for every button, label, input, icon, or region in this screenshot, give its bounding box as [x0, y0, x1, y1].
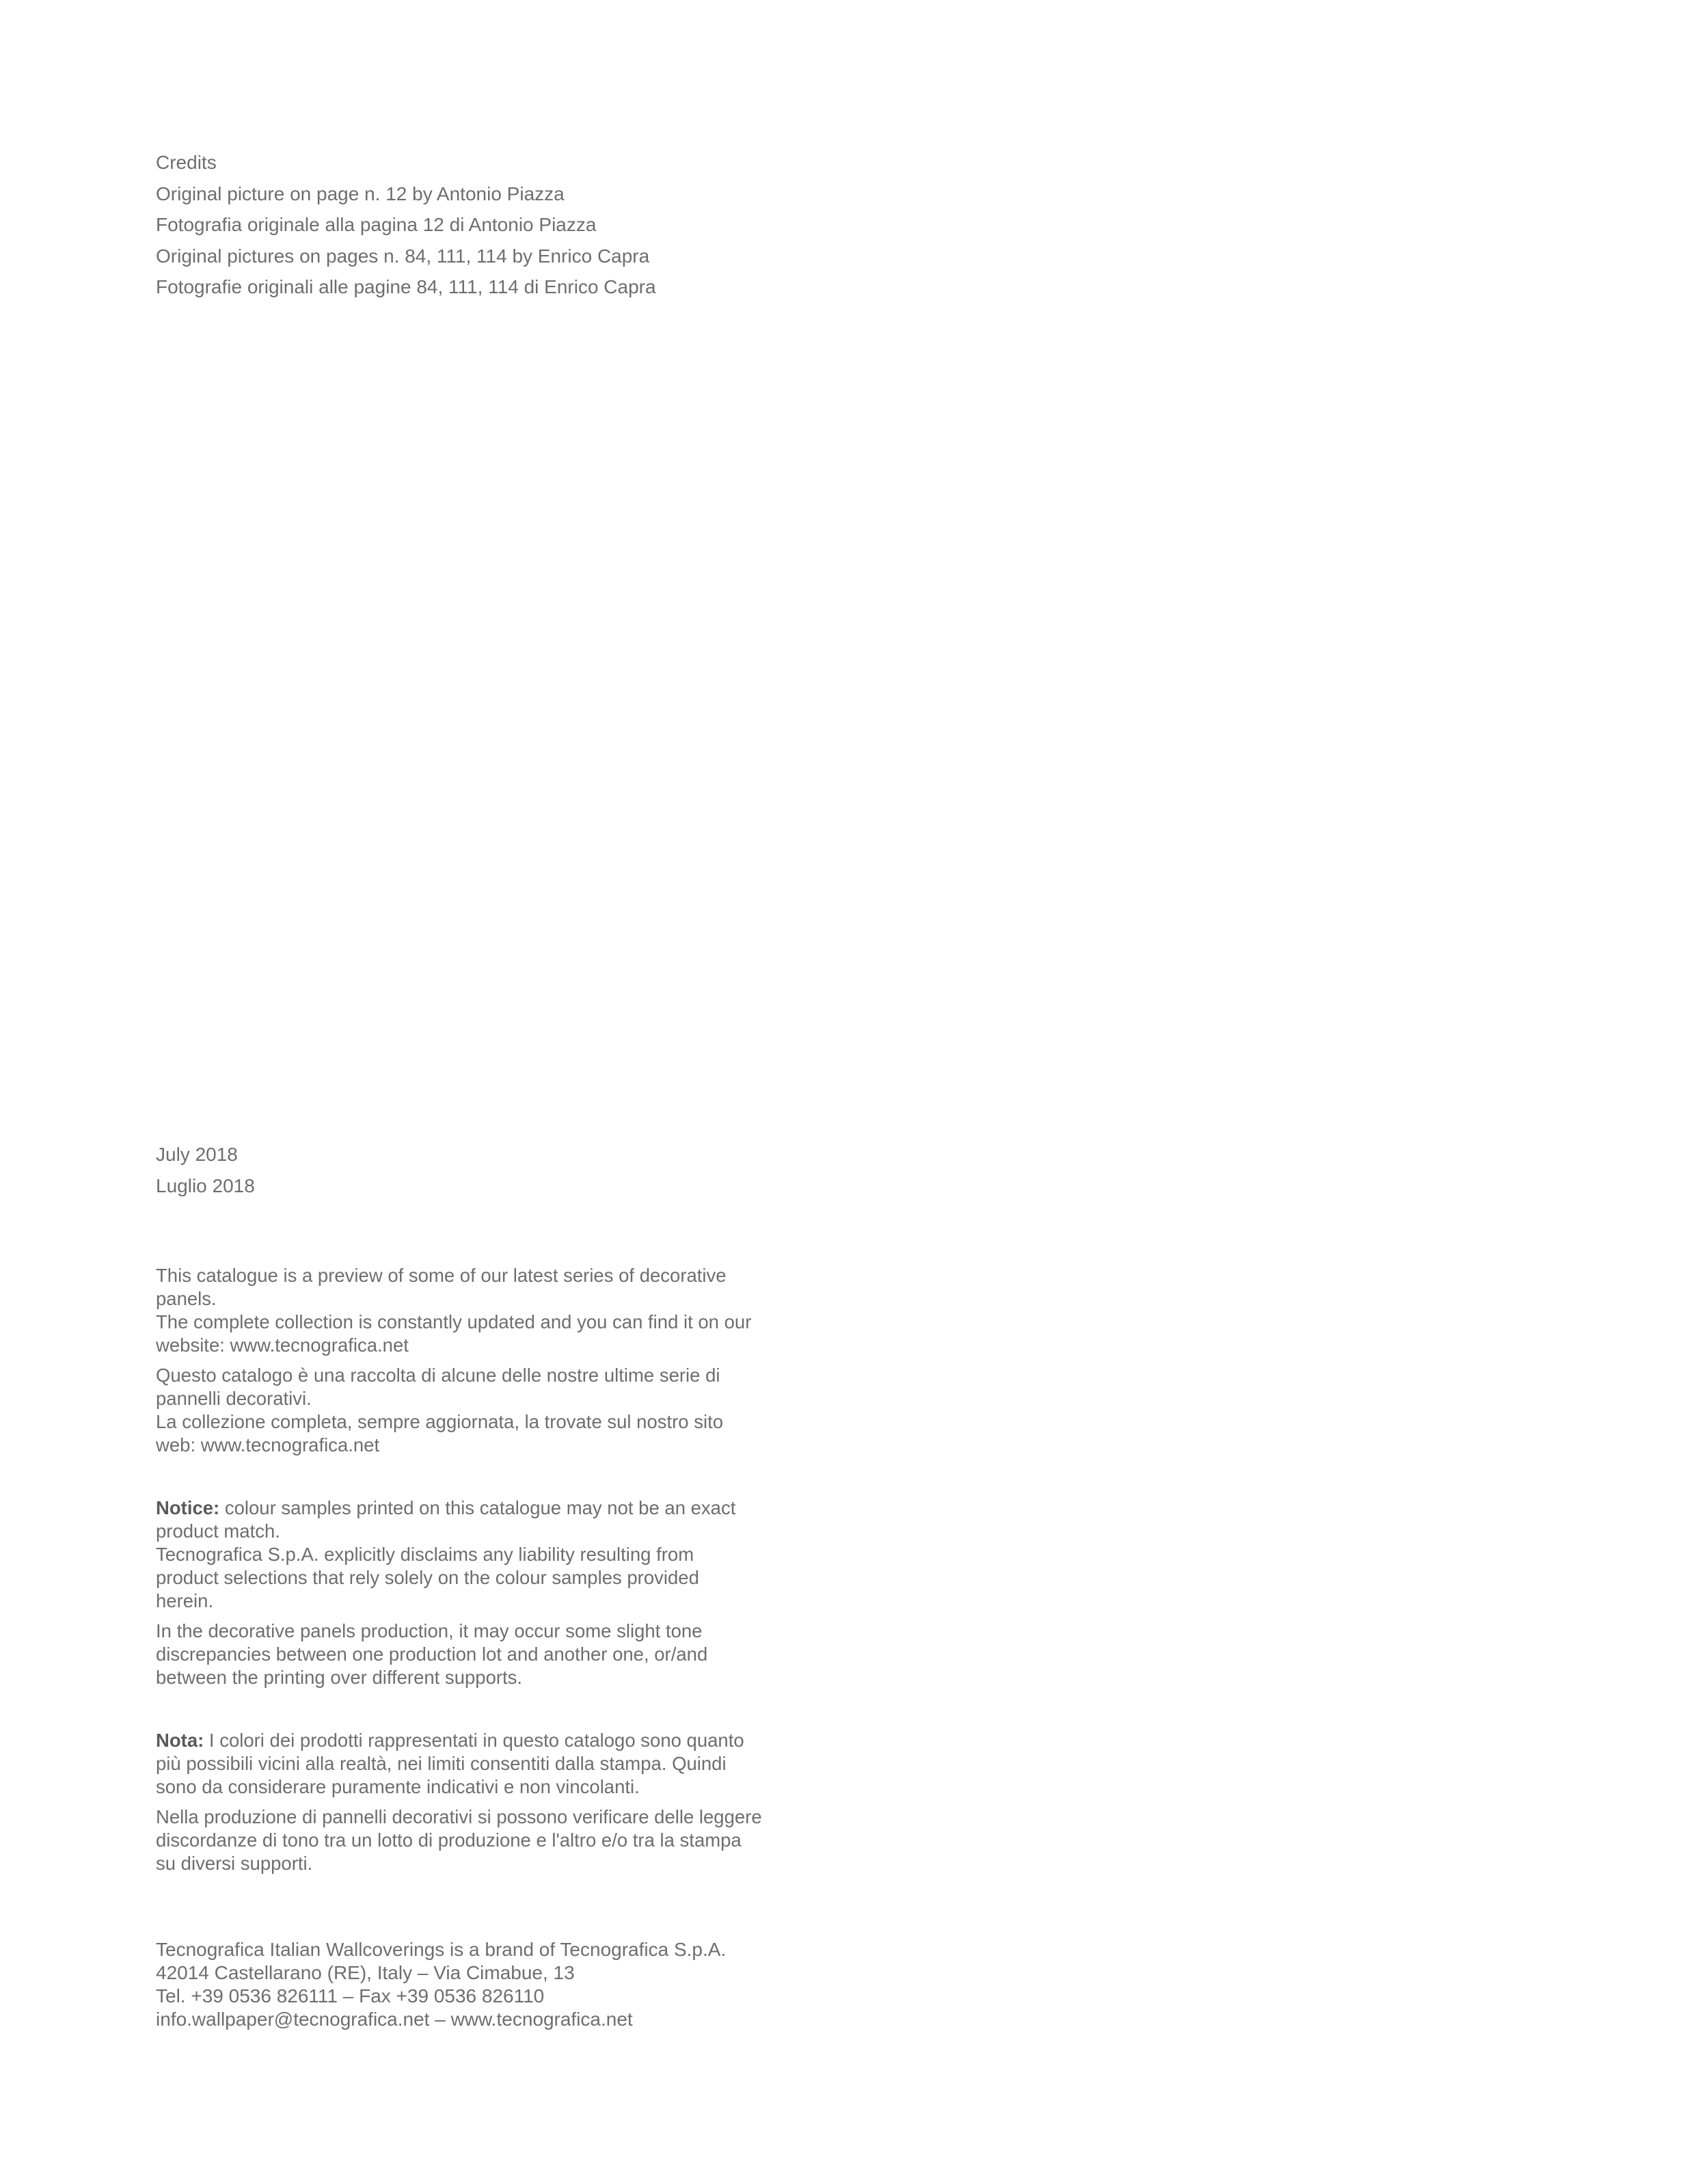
nota-text: I colori dei prodotti rappresentati in questo catalogo sono quanto più possibili vicini alla realtà, nei limiti consentiti dalla stampa. Quindi sono da considerare puramente indicativi e non vincolanti.: [156, 1730, 744, 1797]
catalogue-it-line2: La collezione completa, sempre aggiornata, la trovate sul nostro sito web: www.tecnografica.net: [156, 1411, 724, 1455]
company-contacts: info.wallpaper@tecnografica.net – www.tecnografica.net: [156, 2009, 633, 2030]
nota-paragraph: [156, 1729, 764, 1799]
nota-label: Nota:: [156, 1730, 204, 1751]
nota-production: Nella produzione di pannelli decorativi si possono verificare delle leggere discordanze di tono tra un lotto di produzione e l'altro e/o tra la stampa su diversi supporti.: [156, 1806, 762, 1874]
notice-section: [156, 1497, 757, 1689]
notice-disclaimer: Tecnografica S.p.A. explicitly disclaims any liability resulting from product selections that rely solely on the colour samples provided herein.: [156, 1544, 699, 1611]
notice-paragraph: [156, 1497, 757, 1543]
date-it: Luglio 2018: [156, 1175, 255, 1196]
notice-label: Notice:: [156, 1497, 220, 1518]
credit-line: Fotografia originale alla pagina 12 di Antonio Piazza: [156, 214, 597, 235]
catalogue-it-line1: Questo catalogo è una raccolta di alcune delle nostre ultime serie di pannelli decorativi.: [156, 1365, 720, 1409]
notice-production: In the decorative panels production, it may occur some slight tone discrepancies between one production lot and another one, or/and between the printing over different supports.: [156, 1620, 708, 1688]
date-en: July 2018: [156, 1144, 238, 1165]
date-section: [156, 1139, 771, 1201]
credits-heading: Credits: [156, 152, 217, 173]
nota-section: [156, 1729, 764, 1875]
company-info: [156, 1938, 771, 2031]
credit-line: Fotografie originali alle pagine 84, 111, 114 di Enrico Capra: [156, 276, 656, 297]
credits-section: [156, 147, 771, 303]
catalogue-en-line2: The complete collection is constantly updated and you can find it on our website: www.tecnografica.net: [156, 1311, 752, 1356]
credit-line: Original pictures on pages n. 84, 111, 114 by Enrico Capra: [156, 245, 650, 267]
credit-line: Original picture on page n. 12 by Antonio Piazza: [156, 183, 565, 204]
company-phone: Tel. +39 0536 826111 – Fax +39 0536 826110: [156, 1985, 545, 2007]
company-address: 42014 Castellarano (RE), Italy – Via Cimabue, 13: [156, 1962, 575, 1983]
notice-text: colour samples printed on this catalogue may not be an exact product match.: [156, 1497, 736, 1542]
company-brand: Tecnografica Italian Wallcoverings is a brand of Tecnografica S.p.A.: [156, 1939, 727, 1960]
catalogue-en-line1: This catalogue is a preview of some of our latest series of decorative panels.: [156, 1265, 727, 1309]
catalogue-description: [156, 1264, 764, 1457]
